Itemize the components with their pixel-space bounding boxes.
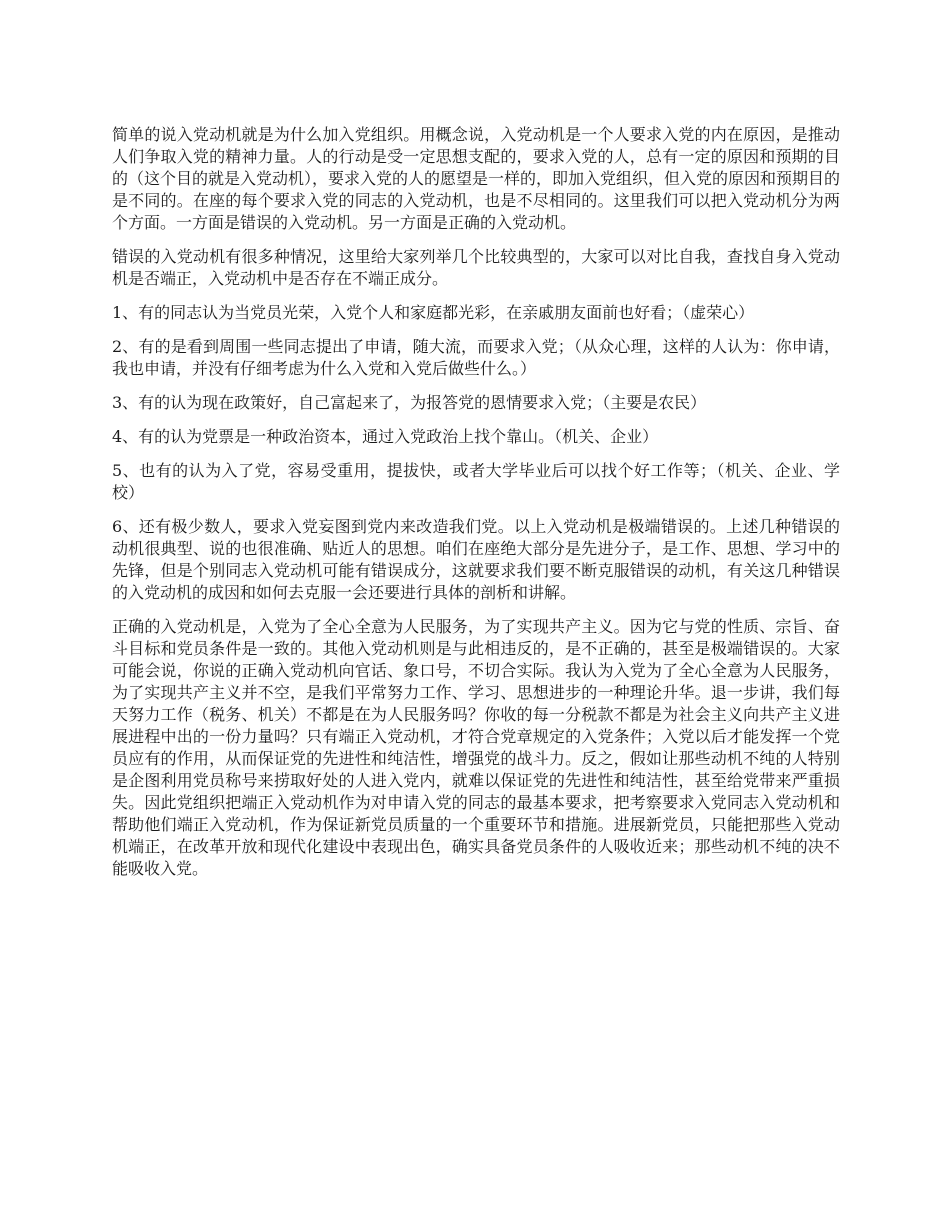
paragraph-wrong-motives-intro: 错误的入党动机有很多种情况，这里给大家列举几个比较典型的，大家可以对比自我，查找自身入党动机是否端正，入党动机中是否存在不端正成分。	[112, 247, 840, 288]
paragraph-item-5: 5、也有的认为入了党，容易受重用，提拔快，或者大学毕业后可以找个好工作等；（机关、企业、学校）	[112, 461, 840, 502]
paragraph-item-1: 1、有的同志认为当党员光荣，入党个人和家庭都光彩，在亲戚朋友面前也好看；（虚荣心）	[112, 303, 755, 322]
paragraph-intro: 简单的说入党动机就是为什么加入党组织。用概念说，入党动机是一个人要求入党的内在原因，是推动人们争取入党的精神力量。人的行动是受一定思想支配的，要求入党的人，总有一定的原因和预期的目的（这个目的就是入党动机），要求入党的人的愿望是一样的，即加入党组织，但入党的原因和预期目的是不同的。在座的每个要求入党的同志的入党动机，也是不尽相同的。这里我们可以把入党动机分为两个方面。一方面是错误的入党动机。另一方面是正确的入党动机。	[112, 125, 841, 232]
document-page	[112, 124, 840, 892]
paragraph-item-3: 3、有的认为现在政策好，自己富起来了，为报答党的恩情要求入党；（主要是农民）	[112, 393, 707, 412]
paragraph-correct-motives: 正确的入党动机是，入党为了全心全意为人民服务，为了实现共产主义。因为它与党的性质、宗旨、奋斗目标和党员条件是一致的。其他入党动机则是与此相违反的，是不正确的，甚至是极端错误的。大家可能会说，你说的正确入党动机向官话、象口号，不切合实际。我认为入党为了全心全意为人民服务，为了实现共产主义并不空，是我们平常努力工作、学习、思想进步的一种理论升华。退一步讲，我们每天努力工作（税务、机关）不都是在为人民服务吗？你收的每一分税款不都是为社会主义向共产主义进展进程中出的一份力量吗？只有端正入党动机，才符合党章规定的入党条件；入党以后才能发挥一个党员应有的作用，从而保证党的先进性和纯洁性，增强党的战斗力。反之，假如让那些动机不纯的人特别是企图利用党员称号来捞取好处的人进入党内，就难以保证党的先进性和纯洁性，甚至给党带来严重损失。因此党组织把端正入党动机作为对申请入党的同志的最基本要求，把考察要求入党同志入党动机和帮助他们端正入党动机，作为保证新党员质量的一个重要环节和措施。进展新党员，只能把那些入党动机端正，在改革开放和现代化建设中表现出色，确实具备党员条件的人吸收近来；那些动机不纯的决不能吸收入党。	[112, 617, 840, 878]
paragraph-item-4: 4、有的认为党票是一种政治资本，通过入党政治上找个靠山。（机关、企业）	[112, 427, 659, 446]
paragraph-item-2: 2、有的是看到周围一些同志提出了申请，随大流，而要求入党；（从众心理，这样的人认为：你申请，我也申请，并没有仔细考虑为什么入党和入党后做些什么。）	[112, 337, 840, 378]
paragraph-item-6: 6、还有极少数人，要求入党妄图到党内来改造我们党。以上入党动机是极端错误的。上述几种错误的动机很典型、说的也很准确、贴近人的思想。咱们在座绝大部分是先进分子，是工作、思想、学习中的先锋，但是个别同志入党动机可能有错误成分，这就要求我们要不断克服错误的动机，有关这几种错误的入党动机的成因和如何去克服一会还要进行具体的剖析和讲解。	[112, 517, 840, 602]
